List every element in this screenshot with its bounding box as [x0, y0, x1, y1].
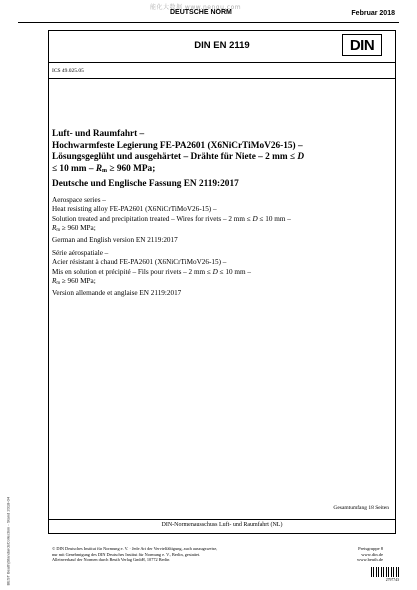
title-de-line: Lösungsgeglüht und ausgehärtet – Drähte für Niete – 2 mm ≤ D — [52, 152, 305, 162]
title-german — [52, 129, 388, 177]
price-info — [357, 546, 383, 563]
side-margin-text: BEST Beuth|StandardsCollection - Stand 2018-04 — [5, 496, 11, 586]
title-french — [52, 249, 388, 299]
barcode-icon — [371, 567, 399, 577]
committee-rule — [48, 519, 396, 520]
title-en-line: Aerospace series – — [52, 195, 106, 204]
standard-number: DIN EN 2119 — [194, 40, 250, 51]
title-en-line: Heat resisting alloy FE-PA2601 (X6NiCrTiMoV26-15) – — [52, 205, 217, 214]
title-de-line: Luft- und Raumfahrt – — [52, 129, 145, 139]
title-fr-line: Série aérospatiale – — [52, 248, 109, 257]
copyright-line: nur mit Genehmigung des DIN Deutsches Institut für Normung e. V., Berlin, gestattet. — [52, 551, 201, 557]
title-fr-line: Mis en solution et précipité – Fils pour rivets – 2 mm ≤ D ≤ 10 mm – — [52, 267, 251, 276]
title-de-line: ≤ 10 mm – $R_m \ge 960$ MPa; — [52, 163, 156, 174]
version-french: Version allemande et anglaise EN 2119:2017 — [52, 288, 182, 297]
norm-type-header: DEUTSCHE NORM — [170, 9, 232, 16]
version-german: Deutsche und Englische Fassung EN 2119:2017 — [52, 179, 239, 190]
watermark: 能化大数据 www.nengu.com — [150, 4, 242, 11]
copyright-line: © DIN Deutsches Institut für Normung e. V. · Jede Art der Vervielfältigung, auch auszugsweise, — [52, 546, 218, 551]
title-english — [52, 196, 388, 246]
publication-date: Februar 2018 — [351, 10, 395, 17]
beuth-website: www.beuth.de — [357, 557, 383, 563]
copyright-notice — [52, 546, 272, 563]
version-english: German and English version EN 2119:2017 — [52, 236, 178, 244]
din-logo: DIN — [342, 34, 382, 56]
barcode-number: 2797743 — [385, 578, 399, 582]
copyright-line: Alleinverkauf der Normen durch Beuth Verlag GmbH, 10772 Berlin — [52, 557, 170, 563]
title-fr-line: Acier résistant à chaud FE-PA2601 (X6NiCrTiMoV26-15) – — [52, 258, 227, 267]
ics-rule — [48, 78, 396, 79]
titles-block — [52, 129, 388, 298]
title-en-line: Solution treated and precipitation treated – Wires for rivets – 2 mm ≤ D ≤ 10 mm – — [52, 214, 291, 223]
header-rule — [18, 22, 399, 23]
title-fr-line: $R_m \ge 960$ MPa; — [52, 277, 96, 287]
price-group: Preisgruppe 8 — [358, 546, 383, 551]
title-en-line: $R_m \ge 960$ MPa; — [52, 224, 96, 234]
committee-name: DIN-Normenausschuss Luft- und Raumfahrt (NL) — [161, 522, 283, 528]
ics-code: ICS 49.025.05 — [52, 68, 84, 74]
din-website: www.din.de — [361, 551, 383, 557]
page-count: Gesamtumfang 18 Seiten — [333, 505, 389, 511]
title-de-line: Hochwarmfeste Legierung FE-PA2601 (X6NiCrTiMoV26-15) – — [52, 140, 303, 151]
